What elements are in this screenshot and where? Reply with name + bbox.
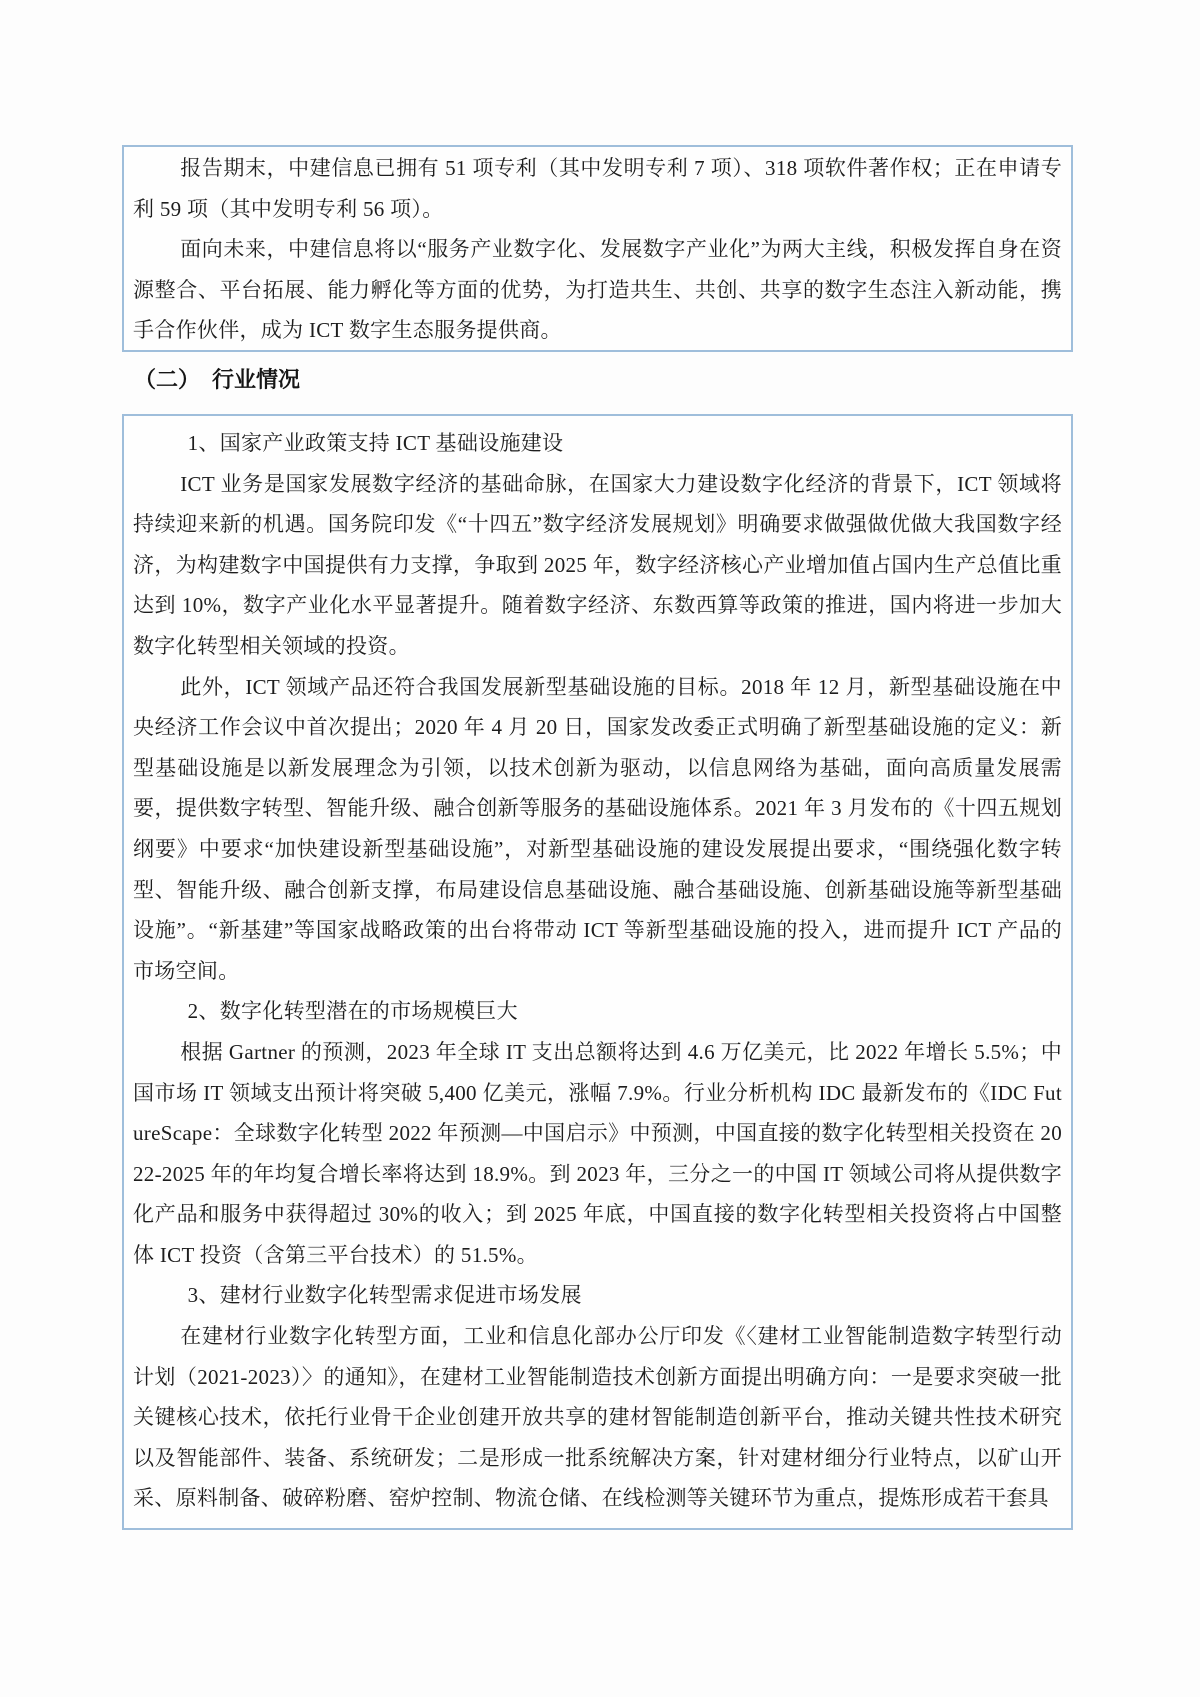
section-header: [134, 366, 300, 394]
intro-paragraph-future: 面向未来，中建信息将以“服务产业数字化、发展数字产业化”为两大主线，积极发挥自身在资源整合、平台拓展、能力孵化等方面的优势，为打造共生、共创、共享的数字生态注入新动能，携手合作伙伴，成为 ICT 数字生态服务提供商。: [133, 237, 1062, 343]
industry-subheading-3: 3、建材行业数字化转型需求促进市场发展: [187, 1283, 582, 1308]
section-header-title: 行业情况: [212, 367, 301, 392]
industry-paragraph-building-materials: 在建材行业数字化转型方面，工业和信息化部办公厅印发《〈建材工业智能制造数字转型行动计划（2021-2023）〉的通知》，在建材工业智能制造技术创新方面提出明确方向：一是要求突破一批关键核心技术，依托行业骨干企业创建开放共享的建材智能制造创新平台，推动关键共性技术研究以及智能部件、装备、系统研发；二是形成一批系统解决方案，针对建材细分行业特点，以矿山开采、原料制备、破碎粉磨、窑炉控制、物流仓储、在线检测等关键环节为重点，提炼形成若干套具: [133, 1324, 1062, 1511]
intro-paragraph-patents: 报告期末，中建信息已拥有 51 项专利（其中发明专利 7 项）、318 项软件著作权；正在申请专利 59 项（其中发明专利 56 项）。: [133, 156, 1062, 221]
industry-paragraph-ict-policy: ICT 业务是国家发展数字经济的基础命脉，在国家大力建设数字化经济的背景下，ICT 领域将持续迎来新的机遇。国务院印发《“十四五”数字经济发展规划》明确要求做强做优做大我国数字经济，为构建数字中国提供有力支撑，争取到 2025 年，数字经济核心产业增加值占国内生产总值比重达到 10%，数字产业化水平显著提升。随着数字经济、东数西算等政策的推进，国内将进一步加大数字化转型相关领域的投资。: [133, 471, 1062, 658]
industry-paragraph-new-infrastructure: 此外，ICT 领域产品还符合我国发展新型基础设施的目标。2018 年 12 月，新型基础设施在中央经济工作会议中首次提出；2020 年 4 月 20 日，国家发改委正式明确了新型基础设施的定义：新型基础设施是以新发展理念为引领，以技术创新为驱动，以信息网络为基础，面向高质量发展需要，提供数字转型、智能升级、融合创新等服务的基础设施体系。2021 年 3 月发布的《十四五规划纲要》中要求“加快建设新型基础设施”，对新型基础设施的建设发展提出要求，“围绕强化数字转型、智能升级、融合创新支撑，布局建设信息基础设施、融合基础设施、创新基础设施等新型基础设施”。“新基建”等国家战略政策的出台将带动 ICT 等新型基础设施的投入，进而提升 ICT 产品的市场空间。: [133, 674, 1062, 983]
industry-paragraph-digital-market: 根据 Gartner 的预测，2023 年全球 IT 支出总额将达到 4.6 万亿美元，比 2022 年增长 5.5%；中国市场 IT 领域支出预计将突破 5,400 亿美元，涨幅 7.9%。行业分析机构 IDC 最新发布的《IDC FutureScape：全球数字化转型 2022 年预测—中国启示》中预测，中国直接的数字化转型相关投资在 2022-2025 年的年均复合增长率将达到 18.9%。到 2023 年，三分之一的中国 IT 领域公司将从提供数字化产品和服务中获得超过 30%的收入；到 2025 年底，中国直接的数字化转型相关投资将占中国整体 ICT 投资（含第三平台技术）的 51.5%。: [133, 1039, 1062, 1267]
industry-text-box: [122, 414, 1073, 1530]
industry-subheading-1: 1、国家产业政策支持 ICT 基础设施建设: [187, 431, 564, 455]
section-header-number: （二）: [134, 367, 201, 392]
industry-subheading-2: 2、数字化转型潜在的市场规模巨大: [187, 999, 518, 1024]
intro-text-box: [122, 145, 1073, 352]
